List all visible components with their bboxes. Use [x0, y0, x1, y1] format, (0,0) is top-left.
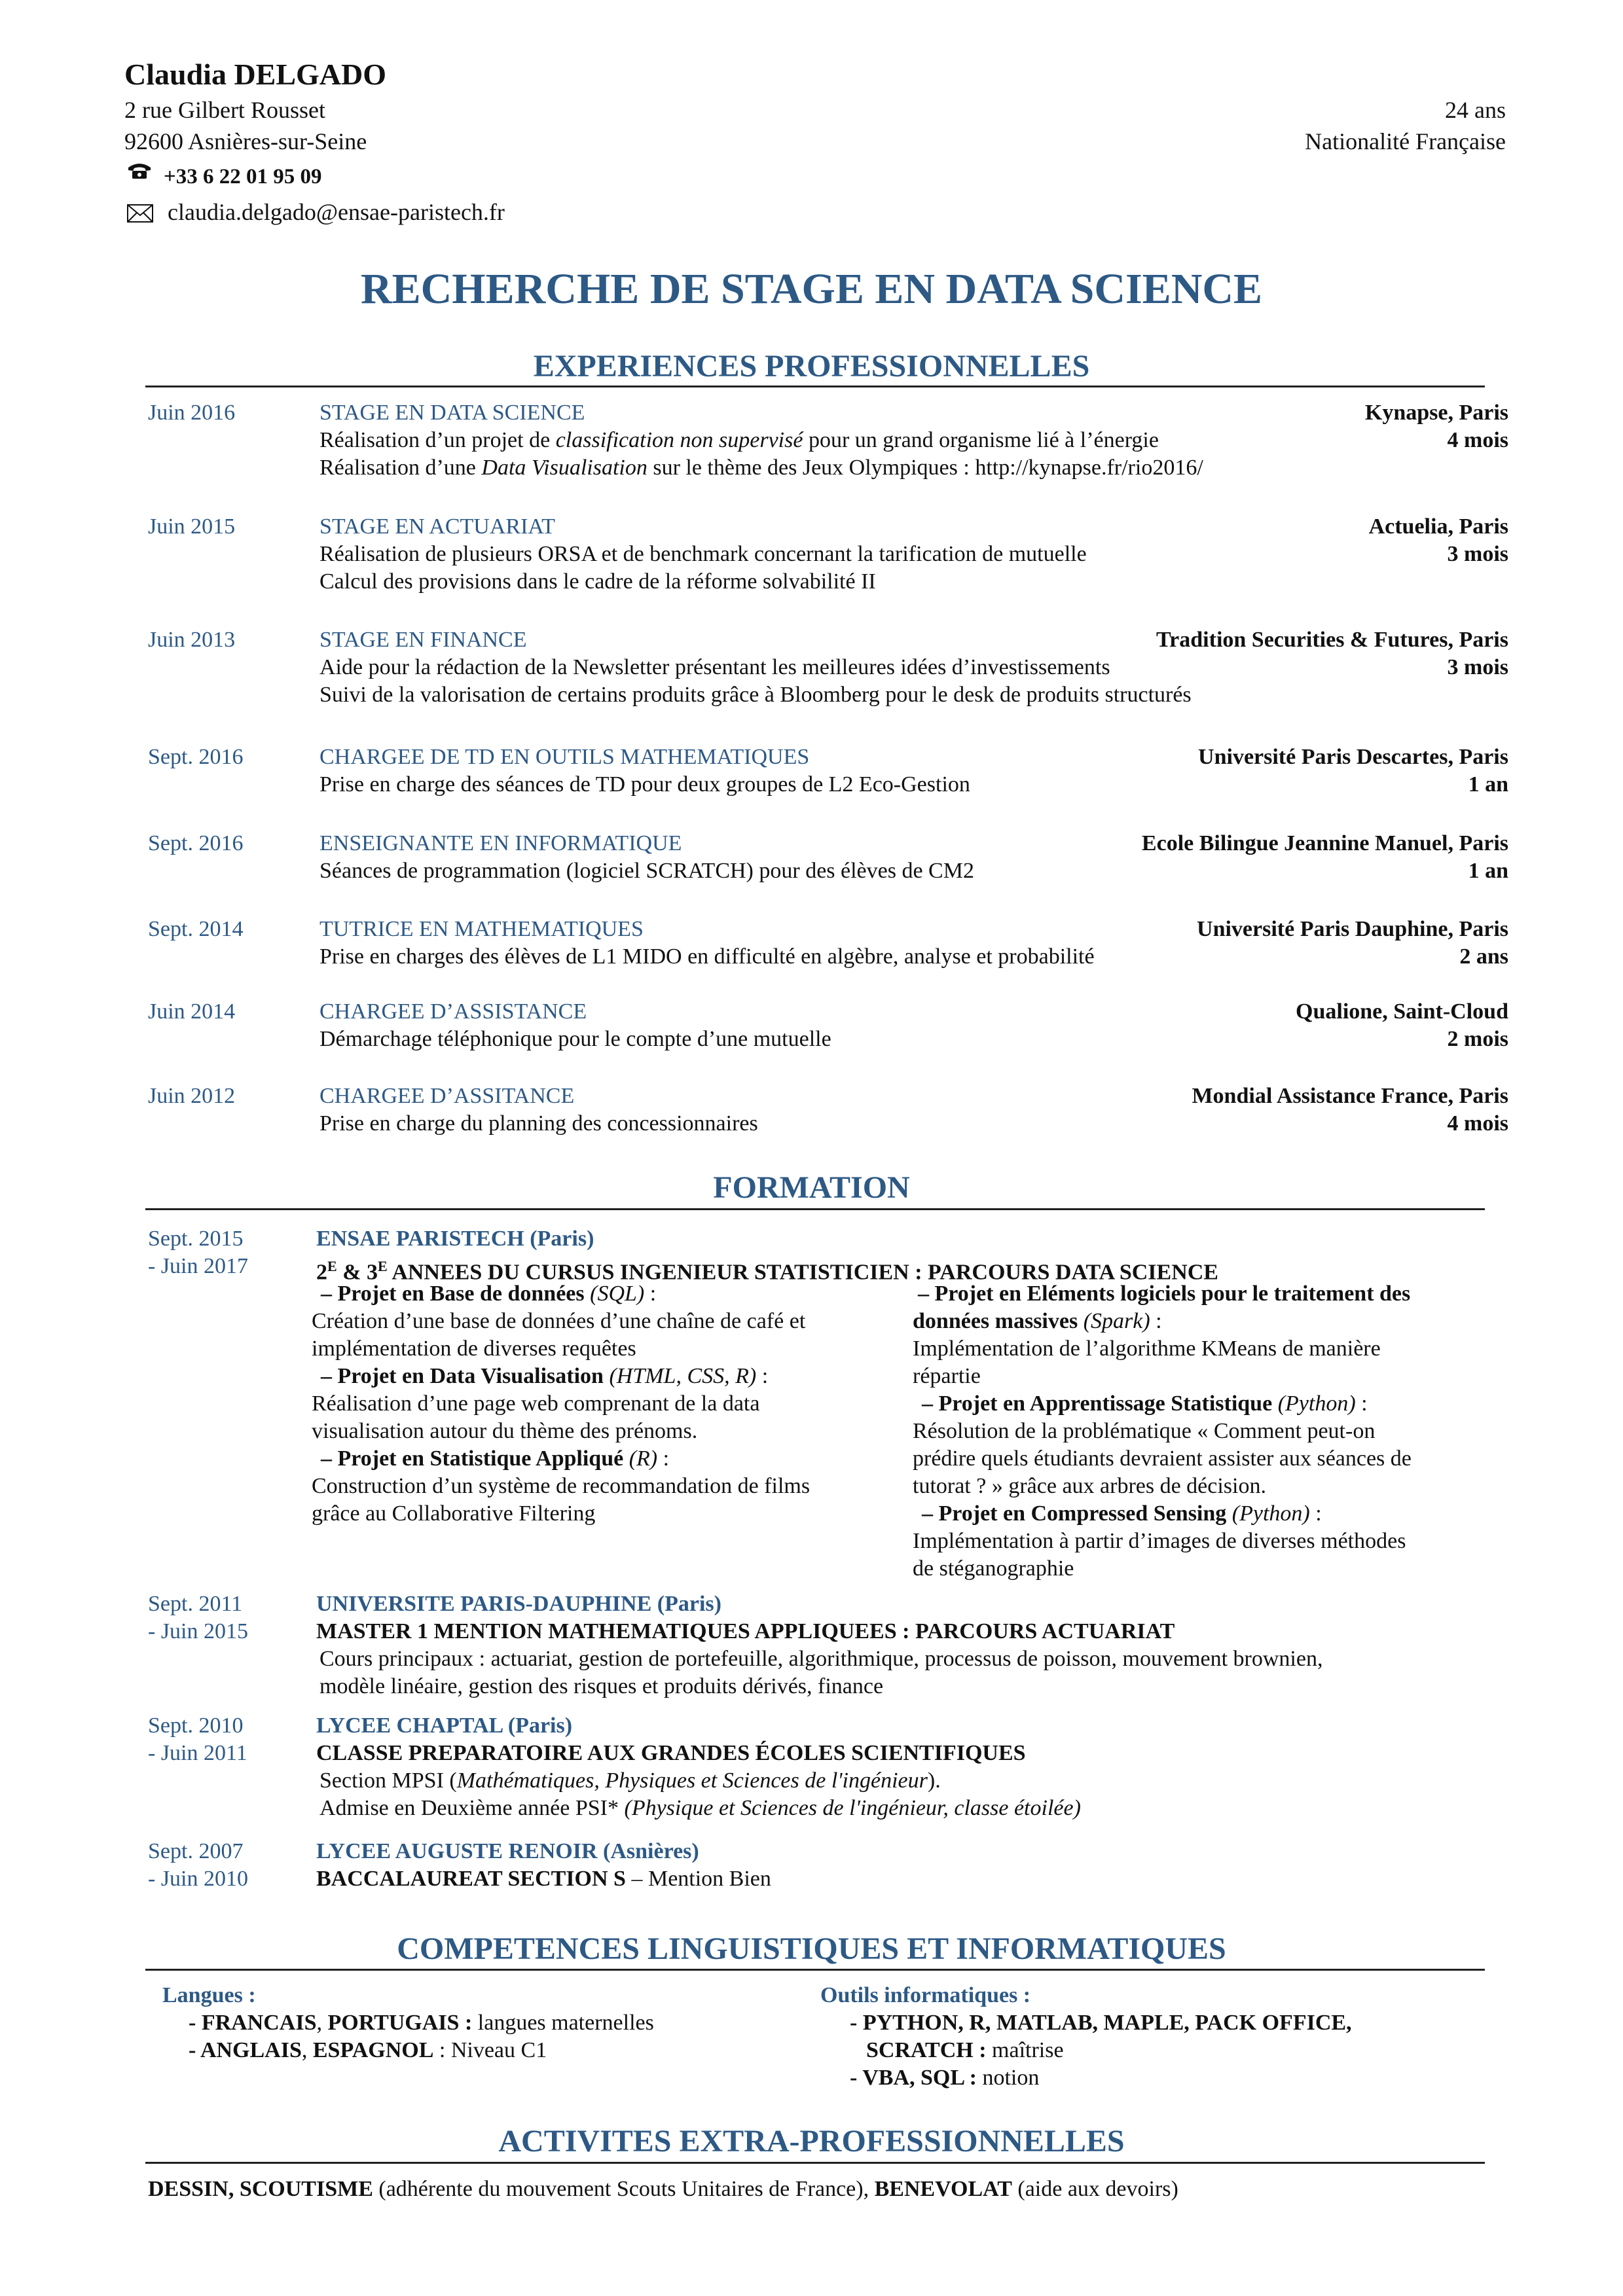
experience-role: STAGE EN FINANCE [319, 628, 527, 652]
project-description: Implémentation de l’algorithme KMeans de manière [913, 1336, 1381, 1361]
project-description: prédire quels étudiants devraient assister aux séances de [913, 1446, 1412, 1471]
experience-date: Sept. 2016 [148, 745, 244, 769]
education-date-end: - Juin 2010 [148, 1867, 248, 1891]
candidate-name: Claudia DELGADO [124, 58, 387, 91]
experience-duration: 1 an [1468, 859, 1508, 883]
phone-number: +33 6 22 01 95 09 [164, 165, 322, 188]
experience-desc-line: Démarchage téléphonique pour le compte d’une mutuelle [319, 1027, 831, 1051]
activities-line: DESSIN, SCOUTISME (adhérente du mouvement Scouts Unitaires de France), BENEVOLAT (aide aux devoirs) [148, 2177, 1178, 2201]
mail-icon [126, 203, 154, 224]
experience-date: Sept. 2014 [148, 917, 244, 941]
education-description: modèle linéaire, gestion des risques et produits dérivés, finance [319, 1674, 884, 1698]
experience-company: Qualione, Saint-Cloud [1296, 999, 1508, 1024]
experience-role: ENSEIGNANTE EN INFORMATIQUE [319, 831, 682, 855]
project-description: tutorat ? » grâce aux arbres de décision. [913, 1474, 1266, 1498]
tools-line: - PYTHON, R, MATLAB, MAPLE, PACK OFFICE, [850, 2011, 1352, 2035]
project-title: – Projet en Base de données (SQL) : [321, 1282, 657, 1306]
project-description: grâce au Collaborative Filtering [312, 1501, 596, 1526]
experience-desc-line: Calcul des provisions dans le cadre de la réforme solvabilité II [319, 569, 876, 594]
experience-duration: 2 ans [1459, 944, 1508, 969]
experience-company: Université Paris Descartes, Paris [1198, 745, 1508, 769]
education-date-end: - Juin 2017 [148, 1254, 248, 1278]
experience-role: STAGE EN DATA SCIENCE [319, 401, 585, 425]
experience-company: Université Paris Dauphine, Paris [1197, 917, 1508, 941]
education-school: UNIVERSITE PARIS-DAUPHINE (Paris) [316, 1592, 721, 1616]
section-title-competences: COMPETENCES LINGUISTIQUES ET INFORMATIQUES [397, 1931, 1226, 1966]
address-street: 2 rue Gilbert Rousset [124, 97, 325, 123]
experience-duration: 3 mois [1447, 542, 1508, 566]
experience-desc-line: Suivi de la valorisation de certains produits grâce à Bloomberg pour le desk de produits structurés [319, 683, 1192, 707]
project-title: – Projet en Eléments logiciels pour le traitement des [918, 1282, 1411, 1306]
project-title: données massives (Spark) : [913, 1309, 1162, 1333]
experience-desc-line: Réalisation d’un projet de classification non supervisé pour un grand organisme lié à l’énergie [319, 428, 1159, 452]
project-description: implémentation de diverses requêtes [312, 1336, 636, 1361]
project-description: de stéganographie [913, 1556, 1074, 1581]
education-date-start: Sept. 2010 [148, 1713, 244, 1738]
age: 24 ans [1445, 97, 1506, 123]
project-description: Implémentation à partir d’images de diverses méthodes [913, 1529, 1406, 1553]
experience-desc-line: Prise en charges des élèves de L1 MIDO en difficulté en algèbre, analyse et probabilité [319, 944, 1095, 969]
address-city: 92600 Asnières-sur-Seine [124, 128, 367, 154]
experience-date: Juin 2013 [148, 628, 236, 652]
experience-duration: 1 an [1468, 772, 1508, 797]
experience-date: Juin 2012 [148, 1084, 236, 1108]
experience-role: CHARGEE D’ASSISTANCE [319, 999, 587, 1024]
education-description: Admise en Deuxième année PSI* (Physique et Sciences de l'ingénieur, classe étoilée) [319, 1796, 1081, 1820]
section-divider [145, 1208, 1485, 1210]
experience-company: Kynapse, Paris [1364, 401, 1508, 425]
language-line: - FRANCAIS, PORTUGAIS : langues maternelles [189, 2011, 654, 2035]
education-school: ENSAE PARISTECH (Paris) [316, 1227, 594, 1251]
project-description: visualisation autour du thème des prénoms. [312, 1419, 698, 1443]
nationality: Nationalité Française [1305, 128, 1506, 154]
experience-desc-line: Prise en charge du planning des concessionnaires [319, 1111, 758, 1136]
experience-desc-line: Réalisation de plusieurs ORSA et de benchmark concernant la tarification de mutuelle [319, 542, 1087, 566]
education-date-end: - Juin 2011 [148, 1741, 247, 1765]
section-divider [145, 386, 1485, 387]
section-title-experiences: EXPERIENCES PROFESSIONNELLES [533, 349, 1090, 384]
section-title-formation: FORMATION [713, 1170, 910, 1205]
experience-role: TUTRICE EN MATHEMATIQUES [319, 917, 644, 941]
project-description: Création d’une base de données d’une chaîne de café et [312, 1309, 806, 1333]
experience-duration: 4 mois [1447, 1111, 1508, 1136]
project-description: Réalisation d’une page web comprenant de la data [312, 1391, 760, 1416]
education-school: LYCEE CHAPTAL (Paris) [316, 1713, 573, 1738]
section-divider [145, 2162, 1485, 2164]
phone-icon [126, 161, 153, 181]
experience-date: Sept. 2016 [148, 831, 244, 855]
education-degree: BACCALAUREAT SECTION S – Mention Bien [316, 1867, 771, 1891]
languages-label: Langues : [162, 1983, 256, 2007]
section-divider [145, 1969, 1485, 1971]
experience-role: CHARGEE DE TD EN OUTILS MATHEMATIQUES [319, 745, 810, 769]
project-title: – Projet en Statistique Appliqué (R) : [321, 1446, 670, 1471]
experience-desc-line: Aide pour la rédaction de la Newsletter présentant les meilleures idées d’investissements [319, 655, 1110, 679]
experience-company: Tradition Securities & Futures, Paris [1156, 628, 1508, 652]
education-school: LYCEE AUGUSTE RENOIR (Asnières) [316, 1839, 699, 1863]
experience-desc-line: Séances de programmation (logiciel SCRATCH) pour des élèves de CM2 [319, 859, 974, 883]
experience-desc-line: Prise en charge des séances de TD pour deux groupes de L2 Eco-Gestion [319, 772, 970, 797]
experience-date: Juin 2016 [148, 401, 236, 425]
section-title-activites: ACTIVITES EXTRA-PROFESSIONNELLES [498, 2124, 1125, 2159]
experience-duration: 2 mois [1447, 1027, 1508, 1051]
experience-duration: 3 mois [1447, 655, 1508, 679]
education-date-start: Sept. 2007 [148, 1839, 244, 1863]
project-description: répartie [913, 1364, 981, 1388]
experience-company: Actuelia, Paris [1368, 514, 1508, 539]
education-degree: MASTER 1 MENTION MATHEMATIQUES APPLIQUEES : PARCOURS ACTUARIAT [316, 1619, 1175, 1643]
experience-desc-line: Réalisation d’une Data Visualisation sur le thème des Jeux Olympiques : http://kynapse.fr/rio2016/ [319, 456, 1203, 480]
experience-duration: 4 mois [1447, 428, 1508, 452]
tools-label: Outils informatiques : [820, 1983, 1031, 2007]
experience-date: Juin 2015 [148, 514, 236, 539]
education-date-start: Sept. 2015 [148, 1227, 244, 1251]
experience-date: Juin 2014 [148, 999, 236, 1024]
language-line: - ANGLAIS, ESPAGNOL : Niveau C1 [189, 2038, 547, 2062]
experience-company: Mondial Assistance France, Paris [1192, 1084, 1508, 1108]
tools-line: SCRATCH : maîtrise [866, 2038, 1064, 2062]
email-address[interactable]: claudia.delgado@ensae-paristech.fr [168, 199, 505, 225]
experience-role: STAGE EN ACTUARIAT [319, 514, 555, 539]
project-description: Construction d’un système de recommandation de films [312, 1474, 811, 1498]
experience-company: Ecole Bilingue Jeannine Manuel, Paris [1141, 831, 1508, 855]
education-degree: CLASSE PREPARATOIRE AUX GRANDES ÉCOLES SCIENTIFIQUES [316, 1741, 1026, 1765]
education-degree: $2^E$ & $3^E$ ANNEES DU CURSUS INGENIEUR STATISTICIEN : PARCOURS DATA SCIENCE [316, 1258, 1218, 1285]
page-title: RECHERCHE DE STAGE EN DATA SCIENCE [360, 265, 1263, 313]
experience-role: CHARGEE D’ASSITANCE [319, 1084, 575, 1108]
tools-line: - VBA, SQL : notion [850, 2066, 1040, 2090]
education-description: Section MPSI (Mathématiques, Physiques et Sciences de l'ingénieur). [319, 1768, 941, 1793]
project-title: – Projet en Compressed Sensing (Python) : [922, 1501, 1322, 1526]
education-description: Cours principaux : actuariat, gestion de portefeuille, algorithmique, processus de poisson, mouvement brownien, [319, 1647, 1323, 1671]
project-title: – Projet en Data Visualisation (HTML, CSS, R) : [321, 1364, 769, 1388]
project-title: – Projet en Apprentissage Statistique (Python) : [922, 1391, 1368, 1416]
education-date-end: - Juin 2015 [148, 1619, 248, 1643]
project-description: Résolution de la problématique « Comment peut-on [913, 1419, 1376, 1443]
education-date-start: Sept. 2011 [148, 1592, 243, 1616]
